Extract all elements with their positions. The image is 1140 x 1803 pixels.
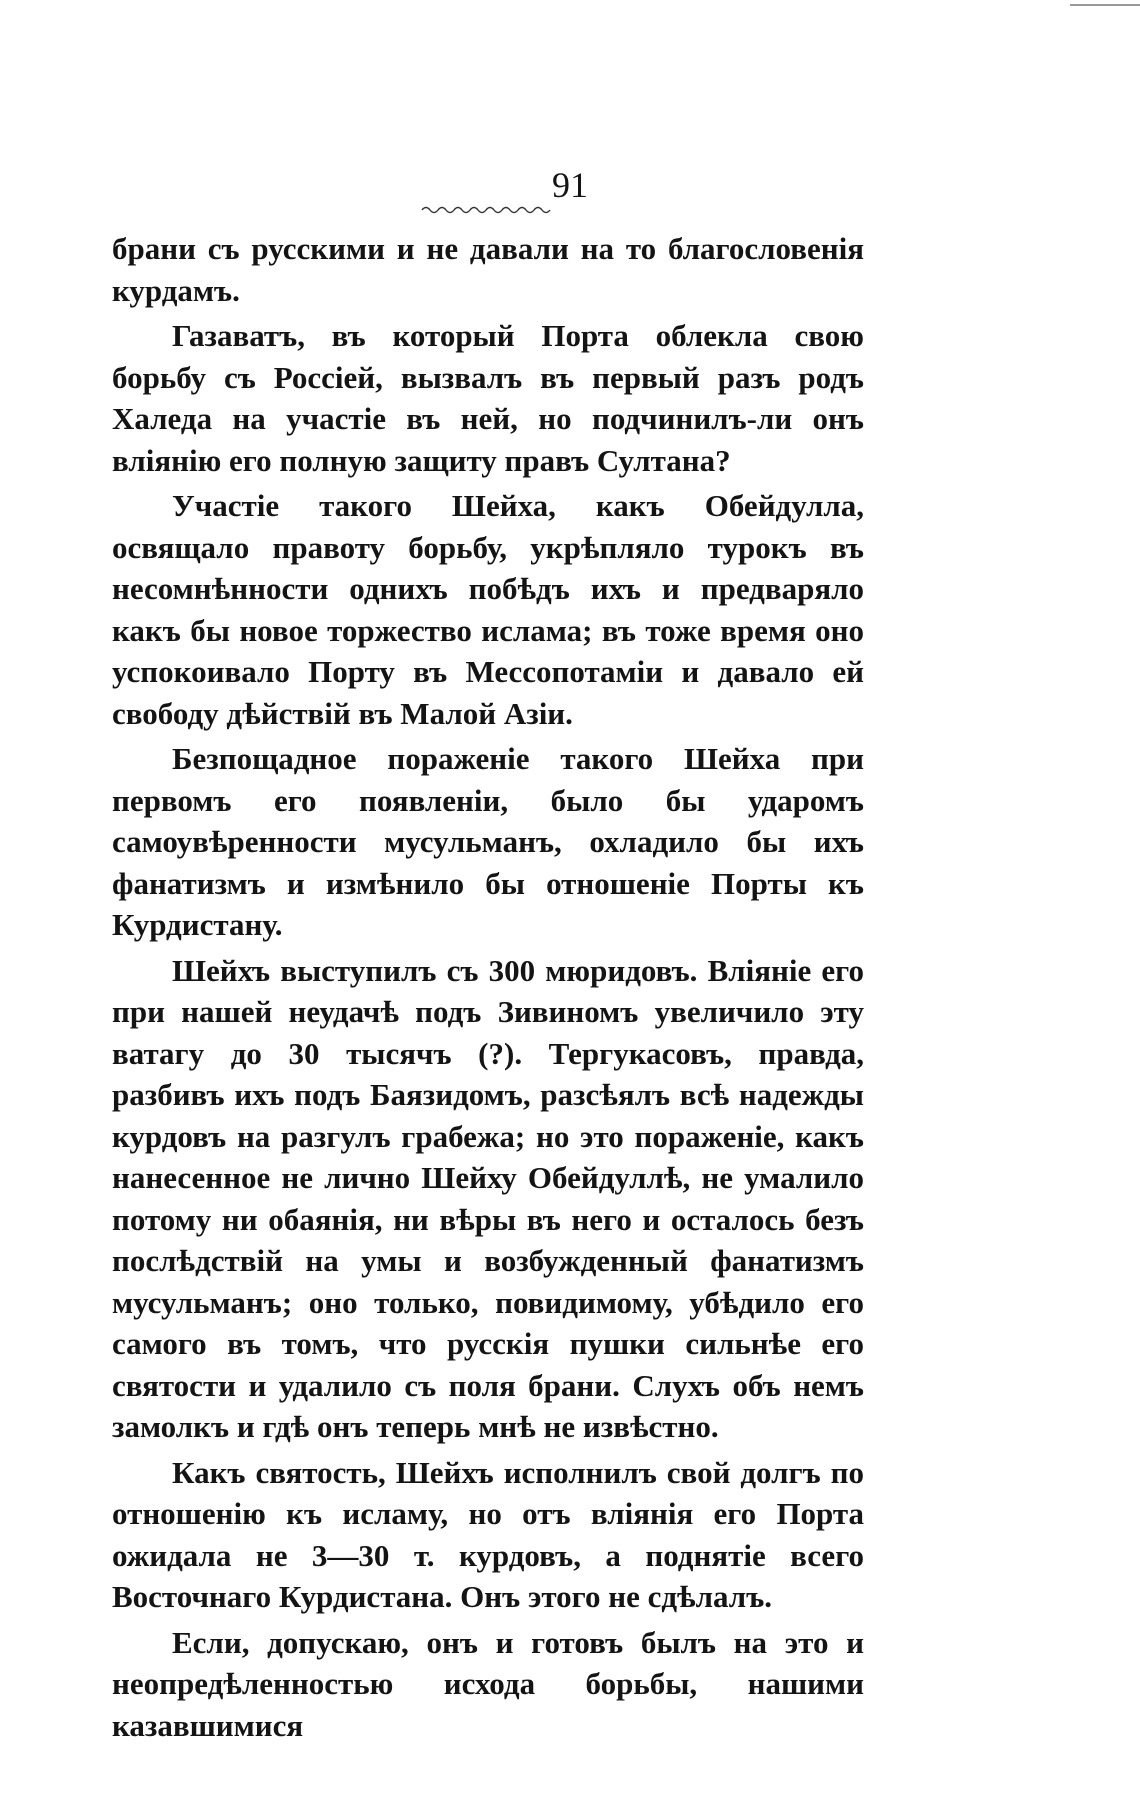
paragraph-4: Безпощадное пораженіе такого Шейха при первомъ его появленіи, было бы ударомъ самоувѣренности мусульманъ, охладило бы ихъ фанатизмъ и измѣнило бы отношеніе Порты къ Курдистану. (112, 741, 864, 942)
paragraph-3: Участіе такого Шейха, какъ Обейдулла, освящало правоту борьбу, укрѣпляло турокъ въ несомнѣнности однихъ побѣдъ ихъ и предваряло какъ бы новое торжество ислама; въ тоже время оно успокоивало Порту въ Мессопотаміи и давало ей свободу дѣйствій въ Малой Азіи. (112, 488, 864, 731)
page-number: 91 (552, 165, 588, 205)
paragraph-1: брани съ русскими и не давали на то благословенія курдамъ. (112, 231, 864, 308)
body-text (112, 228, 864, 1750)
paragraph-7: Если, допускаю, онъ и готовъ былъ на это и неопредѣленностью исхода борьбы, нашими казавшимися (112, 1624, 864, 1743)
paragraph-6: Какъ святость, Шейхъ исполнилъ свой долгъ по отношенію къ исламу, но отъ вліянія его Порта ожидала не 3—30 т. курдовъ, а поднятіе всего Восточнаго Курдистана. Онъ этого не сдѣлалъ. (112, 1454, 864, 1614)
scan-edge-mark (1070, 4, 1140, 6)
wavy-ornament (420, 203, 555, 215)
paragraph-2: Газаватъ, въ который Порта облекла свою борьбу съ Россіей, вызвалъ въ первый разъ родъ Халеда на участіе въ ней, но подчинилъ-ли онъ вліянію его полную защиту правъ Султана? (112, 318, 864, 478)
paragraph-5: Шейхъ выступилъ съ 300 мюридовъ. Вліяніе его при нашей неудачѣ подъ Зивиномъ увеличило эту ватагу до 30 тысячъ (?). Тергукасовъ, правда, разбивъ ихъ подъ Баязидомъ, разсѣялъ всѣ надежды курдовъ на разгулъ грабежа; но это пораженіе, какъ нанесенное не лично Шейху Обейдуллѣ, не умалило потому ни обаянія, ни вѣры въ него и осталось безъ послѣдствій на умы и возбужденный фанатизмъ мусульманъ; оно только, повидимому, убѣдило его самого въ томъ, что русскія пушки сильнѣе его святости и удалило съ поля брани. Слухъ объ немъ замолкъ и гдѣ онъ теперь мнѣ не извѣстно. (112, 952, 864, 1444)
